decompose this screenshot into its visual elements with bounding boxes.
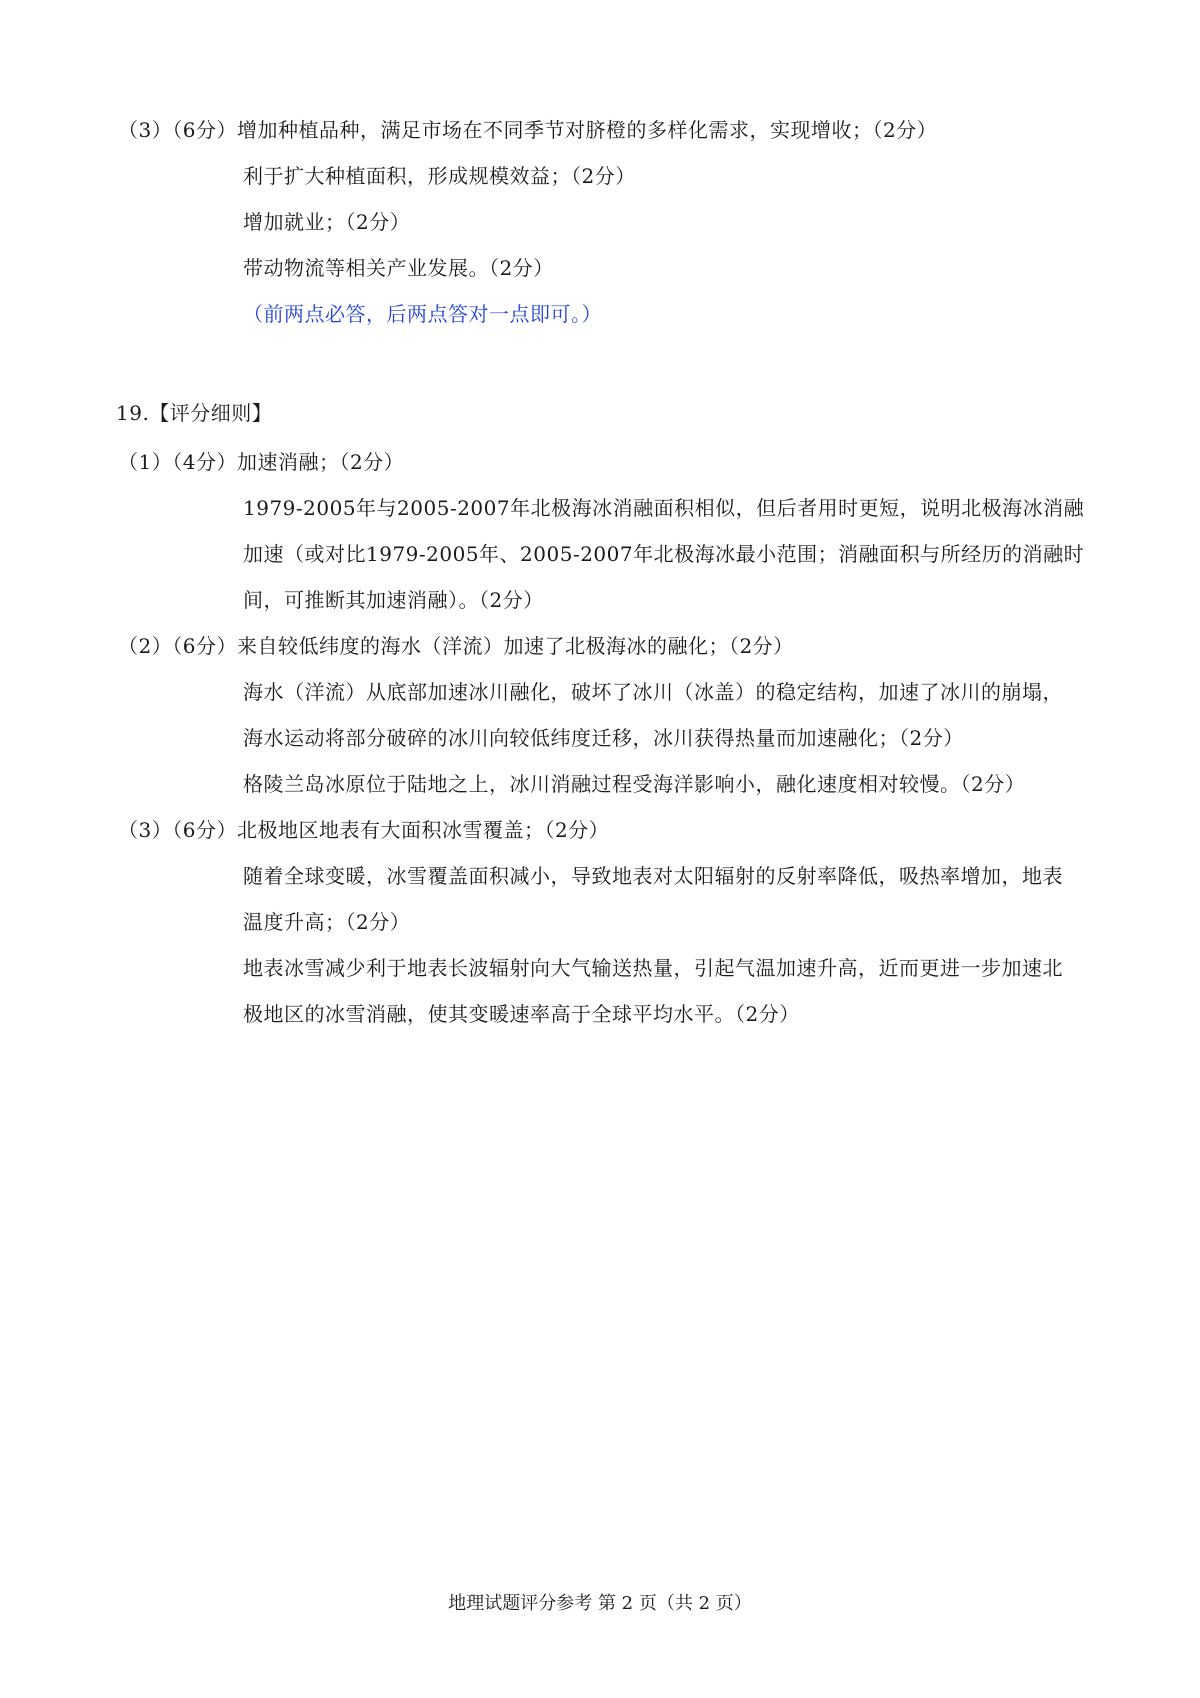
page-footer: 地理试题评分参考 第 2 页（共 2 页） bbox=[448, 1593, 752, 1614]
q19-part3-line1: 随着全球变暖，冰雪覆盖面积减小，导致地表对太阳辐射的反射率降低，吸热率增加，地表 bbox=[243, 864, 1063, 888]
q18-part3-head: （3）（6分）增加种植品种，满足市场在不同季节对脐橙的多样化需求，实现增收；（2分） bbox=[118, 118, 938, 142]
q19-part3-line3: 地表冰雪减少利于地表长波辐射向大气输送热量，引起气温加速升高，近而更进一步加速北 bbox=[243, 956, 1063, 980]
q19-part2-line2: 海水运动将部分破碎的冰川向较低纬度迁移，冰川获得热量而加速融化；（2分） bbox=[243, 726, 964, 750]
q19-part1-line1: 1979-2005年与2005-2007年北极海冰消融面积相似，但后者用时更短，说明北极海冰消融 bbox=[243, 496, 1085, 520]
q19-part2-head: （2）（6分）来自较低纬度的海水（洋流）加速了北极海冰的融化；（2分） bbox=[118, 634, 794, 658]
q18-part3-line2: 增加就业；（2分） bbox=[243, 210, 411, 234]
q19-part2-line1: 海水（洋流）从底部加速冰川融化，破坏了冰川（冰盖）的稳定结构，加速了冰川的崩塌， bbox=[243, 680, 1063, 704]
q19-part3-line4: 极地区的冰雪消融，使其变暖速率高于全球平均水平。（2分） bbox=[243, 1002, 800, 1026]
q19-part1-line2: 加速（或对比1979-2005年、2005-2007年北极海冰最小范围；消融面积与所经历的消融时 bbox=[243, 542, 1085, 566]
q18-part3-note: （前两点必答，后两点答对一点即可。） bbox=[243, 302, 602, 326]
q19-part1-line3: 间，可推断其加速消融）。（2分） bbox=[243, 588, 544, 612]
q18-part3-line1: 利于扩大种植面积，形成规模效益；（2分） bbox=[243, 164, 636, 188]
q19-part2-line3: 格陵兰岛冰原位于陆地之上，冰川消融过程受海洋影响小，融化速度相对较慢。（2分） bbox=[243, 772, 1026, 796]
q19-part3-head: （3）（6分）北极地区地表有大面积冰雪覆盖；（2分） bbox=[118, 818, 610, 842]
q18-part3-line3: 带动物流等相关产业发展。（2分） bbox=[243, 256, 554, 280]
q19-part3-line2: 温度升高；（2分） bbox=[243, 910, 411, 934]
q19-title: 19.【评分细则】 bbox=[116, 401, 273, 425]
q19-part1-head: （1）（4分）加速消融；（2分） bbox=[118, 450, 405, 474]
